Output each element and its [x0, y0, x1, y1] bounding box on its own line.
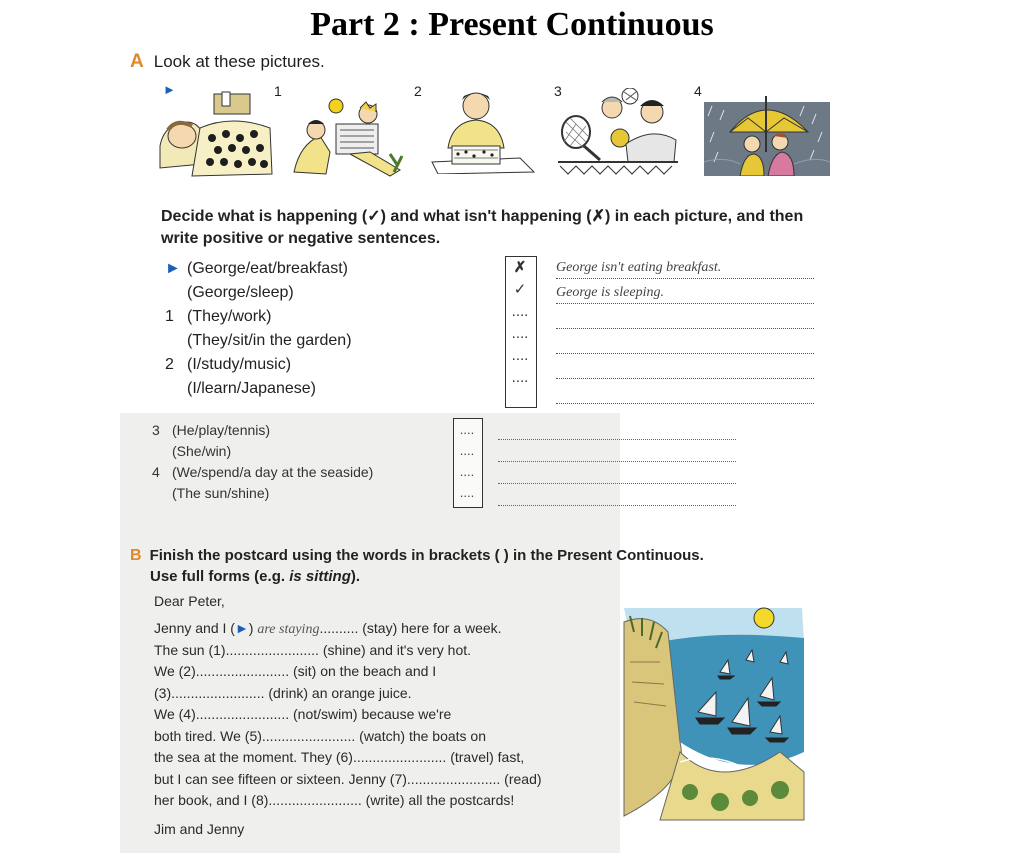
exercise-number: 1 — [165, 308, 174, 325]
exercise-row — [152, 443, 452, 464]
section-a-instructions — [161, 206, 881, 250]
example-arrow-icon: ► — [163, 82, 176, 97]
blank[interactable]: ........................ — [195, 663, 290, 679]
picture-tennis-illustration — [556, 88, 680, 176]
postcard-line: the sea at the moment. They (6)........................ (travel) fast, — [154, 749, 525, 765]
answer-line[interactable] — [498, 467, 736, 484]
postcard-line: (3)........................ (drink) an orange juice. — [154, 684, 412, 701]
mark-cell[interactable]: .... — [511, 325, 529, 342]
section-b-letter: B — [130, 547, 142, 564]
mark-box — [505, 256, 537, 408]
exercise-number: 3 — [152, 422, 160, 438]
postcard-signature: Jim and Jenny — [154, 821, 245, 837]
exercise-number: 2 — [165, 356, 174, 373]
exercise-row — [152, 485, 452, 506]
answer-line[interactable] — [498, 423, 736, 440]
picture-number-2: 2 — [414, 83, 422, 99]
postcard-line: but I can see fifteen or sixteen. Jenny (7)........................ (read) — [154, 770, 542, 787]
exercise-prompt: (He/play/tennis) — [172, 422, 271, 438]
mark-cell[interactable]: .... — [511, 347, 529, 364]
mark-cell[interactable]: .... — [459, 443, 475, 458]
exercise-prompt: (They/sit/in the garden) — [187, 332, 352, 349]
answer-line[interactable]: George is sleeping. — [556, 285, 814, 304]
section-b-heading: B Finish the postcard using the words in brackets ( ) in the Present Continuous. Use full forms (e.g. is sitting). — [130, 547, 704, 585]
mark-cell[interactable]: .... — [511, 369, 529, 386]
picture-sleeping-illustration — [152, 88, 280, 180]
postcard-line: We (2)........................ (sit) on the beach and I — [154, 663, 437, 679]
exercise-row — [165, 356, 505, 380]
exercise-row — [152, 464, 452, 485]
exercise-prompt: (The sun/shine) — [172, 485, 270, 501]
exercise-prompt: (They/work) — [187, 308, 272, 325]
postcard-body — [154, 620, 624, 814]
page-title: Part 2 : Present Continuous — [310, 6, 714, 43]
exercise-row — [165, 260, 505, 284]
answer-line[interactable] — [556, 360, 814, 379]
answer-line[interactable] — [498, 445, 736, 462]
instruction-line-1: Decide what is happening (✓) and what isn't happening (✗) in each picture, and then — [161, 208, 804, 225]
postcard-greeting: Dear Peter, — [154, 593, 225, 609]
mark-cell[interactable]: ✗ — [513, 259, 527, 276]
section-b-title: Finish the postcard using the words in brackets ( ) in the Present Continuous. — [149, 547, 704, 564]
blank[interactable]: ........................ — [268, 792, 362, 808]
mark-cell[interactable]: ✓ — [513, 281, 527, 298]
blank[interactable]: ........................ — [352, 749, 447, 765]
answer-line[interactable] — [556, 335, 814, 354]
blank[interactable]: ........................ — [225, 641, 319, 658]
exercise-prompt: (She/win) — [172, 443, 232, 459]
answer-line[interactable] — [498, 489, 736, 506]
picture-number-4: 4 — [694, 83, 702, 99]
exercise-row — [165, 380, 505, 404]
answer-lines-small — [498, 423, 736, 511]
postcard-line: both tired. We (5)........................ (watch) the boats on — [154, 727, 487, 744]
blank[interactable]: ........................ — [406, 770, 501, 787]
postcard-line: The sun (1)........................ (shine) and it's very hot. — [154, 641, 472, 658]
answer-line[interactable] — [556, 385, 814, 404]
exercise-row — [152, 422, 452, 443]
exercise-row — [165, 284, 505, 308]
exercise-prompt: (I/study/music) — [187, 356, 292, 373]
picture-number-3: 3 — [554, 83, 562, 99]
mark-cell[interactable]: .... — [511, 303, 529, 320]
example-arrow-icon: ► — [234, 620, 249, 636]
exercise-prompt: (I/learn/Japanese) — [187, 380, 316, 397]
exercise-prompt: (George/eat/breakfast) — [187, 260, 348, 277]
exercise-prompt: (We/spend/a day at the seaside) — [172, 464, 374, 480]
exercise-row — [165, 308, 505, 332]
picture-seaside-rain-illustration — [704, 92, 830, 176]
seaside-illustration — [620, 602, 806, 822]
exercise-row — [165, 332, 505, 356]
answer-line[interactable]: George isn't eating breakfast. — [556, 260, 814, 279]
picture-studying-illustration — [428, 88, 538, 174]
blank[interactable]: .......... — [319, 620, 359, 636]
blank[interactable]: ........................ — [195, 706, 290, 722]
picture-number-1: 1 — [274, 83, 282, 99]
exercise-prompts-small — [152, 422, 452, 506]
section-a-heading — [130, 51, 325, 73]
postcard-line: Jenny and I (►) are staying.......... (stay) here for a week. — [154, 620, 502, 637]
example-answer: are staying — [257, 622, 320, 637]
exercise-number: 4 — [152, 464, 160, 480]
section-a-letter: A — [130, 51, 144, 72]
postcard-line: We (4)........................ (not/swim) because we're — [154, 706, 452, 722]
instruction-line-2: write positive or negative sentences. — [161, 230, 441, 247]
mark-cell[interactable]: .... — [459, 485, 475, 500]
exercise-prompts — [165, 260, 505, 404]
answer-lines — [556, 260, 814, 410]
mark-box-small — [453, 418, 483, 508]
picture-garden-illustration — [290, 92, 412, 180]
blank[interactable]: ........................ — [171, 684, 265, 701]
postcard-line: her book, and I (8)........................ (write) all the postcards! — [154, 792, 515, 808]
section-a-title: Look at these pictures. — [153, 52, 325, 71]
answer-line[interactable] — [556, 310, 814, 329]
example-arrow-icon: ► — [165, 260, 181, 277]
exercise-prompt: (George/sleep) — [187, 284, 294, 301]
mark-cell[interactable]: .... — [459, 464, 475, 479]
mark-cell[interactable]: .... — [459, 422, 475, 437]
blank[interactable]: ........................ — [261, 727, 356, 744]
